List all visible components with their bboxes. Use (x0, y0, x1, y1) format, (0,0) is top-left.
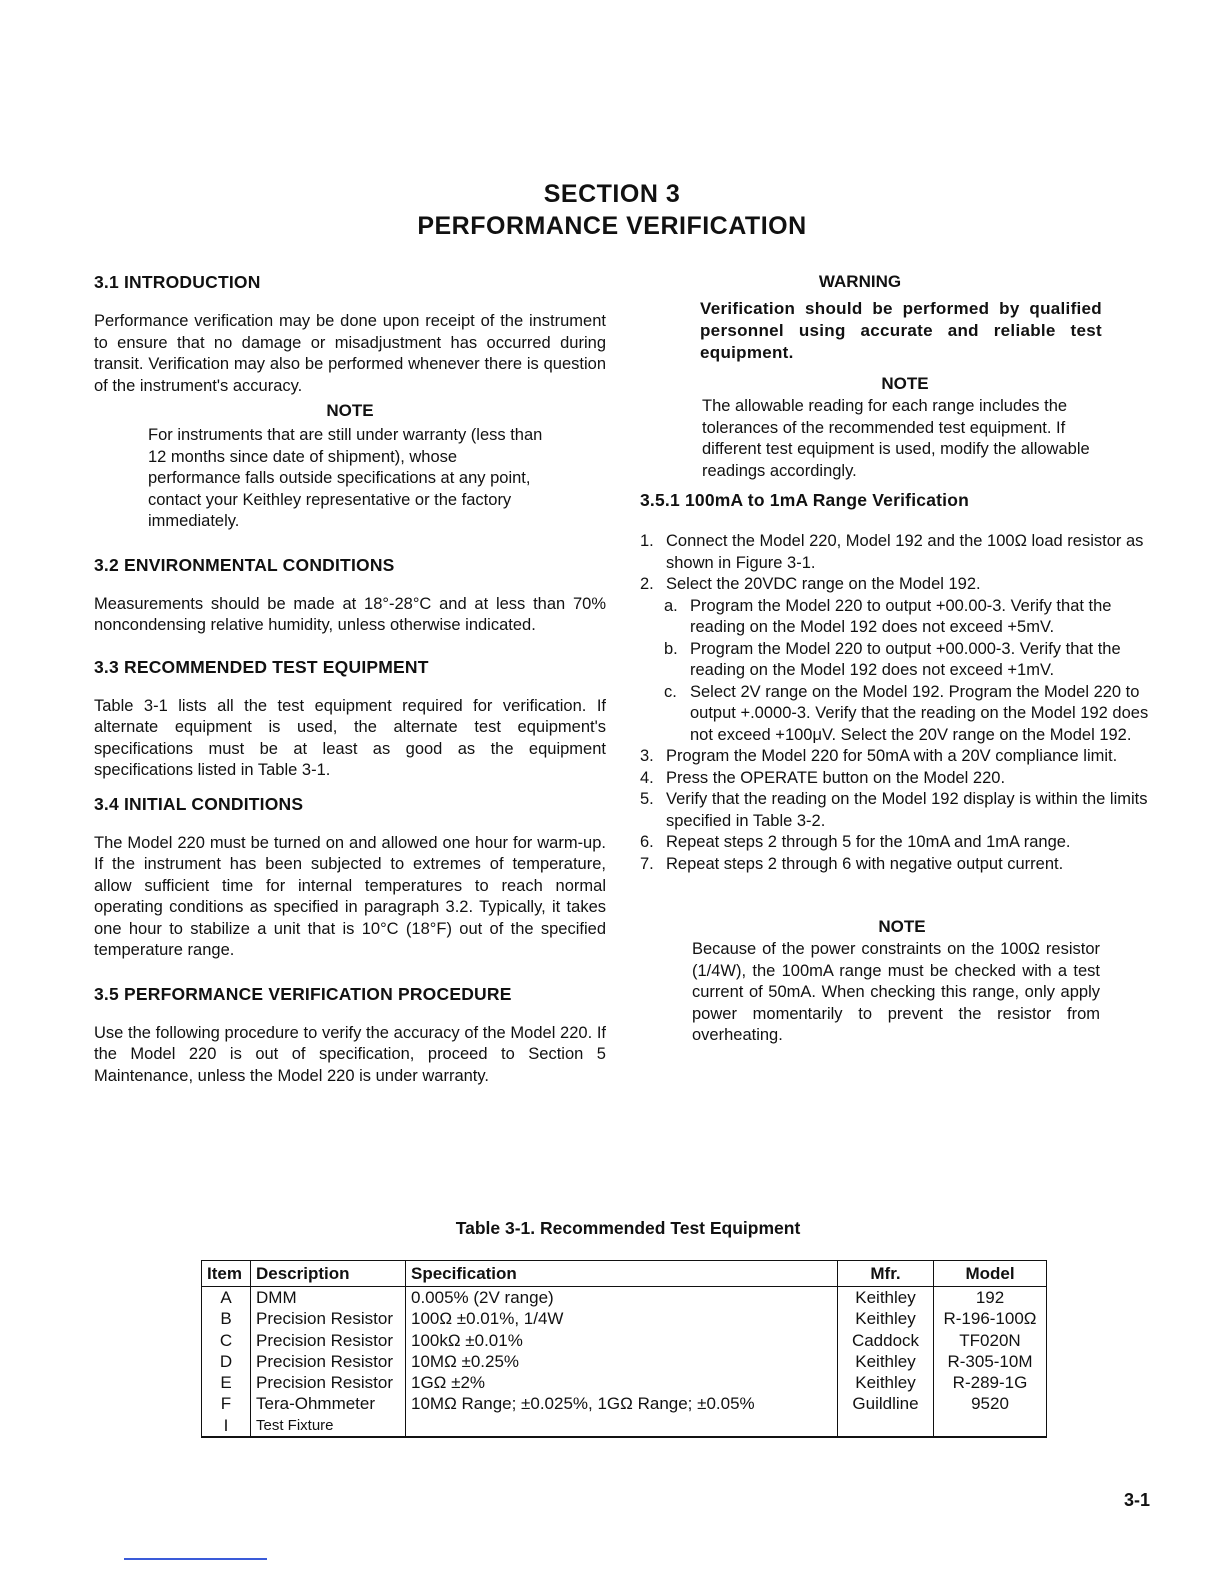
initial-conditions-text: The Model 220 must be turned on and allowed one hour for warm-up. If the instrument has been subjected to extremes of temperature, allow sufficient time for internal temperatures to reach normal operating conditions as specified in paragraph 3.2. Typically, it takes one hour to stabilize a unit that is 10°C (18°F) out of the specified temperature range. (94, 833, 606, 959)
table-cell: Guildline (838, 1393, 934, 1414)
procedure-steps (640, 531, 1160, 875)
step-text: Repeat steps 2 through 5 for the 10mA and 1mA range. (666, 833, 1071, 851)
table-cell: R-289-1G (934, 1372, 1047, 1393)
env-text: Measurements should be made at 18°-28°C and at less than 70% noncondensing relative humidity, unless otherwise indicated. (94, 594, 606, 634)
note-title: NOTE (326, 401, 374, 420)
column-header: Specification (406, 1261, 838, 1287)
column-header: Mfr. (838, 1261, 934, 1287)
initial-conditions-heading: 3.4 INITIAL CONDITIONS (94, 793, 304, 814)
right-column (640, 272, 1160, 1047)
table-cell: R-196-100Ω (934, 1308, 1047, 1329)
table-cell: 0.005% (2V range) (406, 1287, 838, 1309)
table-cell: Precision Resistor (251, 1308, 406, 1329)
table-cell: Keithley (838, 1351, 934, 1372)
range-verification-heading: 3.5.1 100mA to 1mA Range Verification (640, 490, 969, 510)
table-caption: Table 3-1. Recommended Test Equipment (455, 1218, 801, 1238)
table-cell: 9520 (934, 1393, 1047, 1414)
table-cell: 1GΩ ±2% (406, 1372, 838, 1393)
power-constraint-note: Because of the power constraints on the 100Ω resistor (1/4W), the 100mA range must be checked with a test current of 50mA. When checking this range, only apply power momentarily to prevent the resistor from overheating. (692, 940, 1100, 1044)
table-cell: C (202, 1330, 251, 1351)
table-cell: A (202, 1287, 251, 1309)
column-header: Item (202, 1261, 251, 1287)
step-number: 7. (640, 854, 654, 873)
table-cell: Tera-Ohmmeter (251, 1393, 406, 1414)
table-cell: DMM (251, 1287, 406, 1309)
table-cell: 10MΩ Range; ±0.025%, 1GΩ Range; ±0.05% (406, 1393, 838, 1414)
step-text: Repeat steps 2 through 6 with negative output current. (666, 854, 1064, 873)
warranty-note: For instruments that are still under warranty (less than 12 months since date of shipment), whose performance falls outside specifications at any point, contact your Keithley representative or the factory immediately. (148, 426, 543, 530)
table-cell: I (202, 1415, 251, 1437)
table-cell: R-305-10M (934, 1351, 1047, 1372)
list-item (640, 639, 1160, 682)
step-text: Connect the Model 220, Model 192 and the 100Ω load resistor as shown in Figure 3-1. (666, 532, 1144, 572)
table-row (202, 1308, 1047, 1329)
step-text: Program the Model 220 to output +00.000-3. Verify that the reading on the Model 192 does not exceed +1mV. (690, 639, 1121, 679)
list-item (640, 682, 1160, 747)
table-cell (838, 1415, 934, 1437)
list-item (640, 768, 1160, 790)
list-item (640, 574, 1160, 746)
list-item (640, 854, 1160, 876)
step-number: c. (664, 682, 677, 701)
table-row (202, 1372, 1047, 1393)
step-number: a. (664, 596, 678, 615)
warning-text: Verification should be performed by qualified personnel using accurate and reliable test equipment. (700, 299, 1102, 362)
left-column (94, 272, 606, 1087)
step-number: 6. (640, 833, 654, 851)
note-title: NOTE (881, 374, 929, 393)
table-cell: Precision Resistor (251, 1372, 406, 1393)
sub-steps (640, 596, 1160, 747)
step-text: Press the OPERATE button on the Model 220. (666, 768, 1006, 787)
table-cell (406, 1415, 838, 1437)
list-item (640, 531, 1160, 574)
step-number: 3. (640, 747, 654, 765)
note-title: NOTE (878, 917, 926, 936)
scan-divider (124, 1558, 267, 1560)
table-cell: Precision Resistor (251, 1351, 406, 1372)
procedure-heading: 3.5 PERFORMANCE VERIFICATION PROCEDURE (94, 983, 512, 1004)
table-cell: Keithley (838, 1287, 934, 1309)
table-cell (934, 1415, 1047, 1437)
table-row (202, 1330, 1047, 1351)
table-cell: 10MΩ ±0.25% (406, 1351, 838, 1372)
page-title: PERFORMANCE VERIFICATION (417, 212, 807, 240)
list-item (640, 596, 1160, 639)
equipment-heading: 3.3 RECOMMENDED TEST EQUIPMENT (94, 656, 429, 677)
step-number: 5. (640, 790, 654, 808)
table-cell: Precision Resistor (251, 1330, 406, 1351)
step-text: Program the Model 220 for 50mA with a 20V compliance limit. (666, 747, 1118, 765)
equipment-table (201, 1260, 1047, 1438)
table-cell: D (202, 1351, 251, 1372)
procedure-text: Use the following procedure to verify the accuracy of the Model 220. If the Model 220 is out of specification, proceed to Section 5 Maintenance, unless the Model 220 is under warranty. (94, 1023, 606, 1085)
equipment-table-wrap (201, 1260, 1047, 1438)
table-row (202, 1287, 1047, 1309)
step-number: 1. (640, 532, 654, 550)
step-number: b. (664, 639, 678, 658)
table-row (202, 1415, 1047, 1437)
table-cell: 100Ω ±0.01%, 1/4W (406, 1308, 838, 1329)
table-cell: Caddock (838, 1330, 934, 1351)
table-row (202, 1393, 1047, 1414)
table-cell: 192 (934, 1287, 1047, 1309)
section-number: SECTION 3 (543, 180, 681, 208)
column-header: Description (251, 1261, 406, 1287)
column-header: Model (934, 1261, 1047, 1287)
warning-title: WARNING (818, 272, 902, 291)
table-header-row (202, 1261, 1047, 1287)
table-cell: TF020N (934, 1330, 1047, 1351)
tolerance-note: The allowable reading for each range includes the tolerances of the recommended test equipment. If different test equipment is used, modify the allowable readings accordingly. (702, 397, 1090, 480)
table-row (202, 1351, 1047, 1372)
intro-heading: 3.1 INTRODUCTION (94, 272, 261, 292)
equipment-text: Table 3-1 lists all the test equipment required for verification. If alternate equipment is used, the alternate test equipment's specifications must be at least as good as the equipment specifications listed in Table 3-1. (94, 696, 606, 779)
table-cell: 100kΩ ±0.01% (406, 1330, 838, 1351)
table-cell: E (202, 1372, 251, 1393)
table-cell: Keithley (838, 1308, 934, 1329)
step-number: 4. (640, 768, 654, 787)
step-text: Verify that the reading on the Model 192 display is within the limits specified in Table 3-2. (666, 790, 1148, 830)
intro-text: Performance verification may be done upon receipt of the instrument to ensure that no damage or misadjustment has occurred during transit. Verification may also be performed whenever there is question of the instrument's accuracy. (94, 312, 606, 395)
step-text: Program the Model 220 to output +00.00-3. Verify that the reading on the Model 192 does not exceed +5mV. (690, 596, 1112, 636)
table-cell: B (202, 1308, 251, 1329)
step-number: 2. (640, 575, 654, 593)
list-item (640, 832, 1160, 854)
list-item (640, 746, 1160, 768)
step-text: Select the 20VDC range on the Model 192. (666, 575, 981, 593)
env-heading: 3.2 ENVIRONMENTAL CONDITIONS (94, 554, 395, 575)
list-item (640, 789, 1160, 832)
table-cell: Keithley (838, 1372, 934, 1393)
table-cell: Test Fixture (251, 1415, 406, 1437)
page-number: 3-1 (1124, 1490, 1151, 1510)
step-text: Select 2V range on the Model 192. Program the Model 220 to output +.0000-3. Verify that the reading on the Model 192 does not exceed +100μV. Select the 20V range on the Model 192. (690, 682, 1149, 744)
table-cell: F (202, 1393, 251, 1414)
